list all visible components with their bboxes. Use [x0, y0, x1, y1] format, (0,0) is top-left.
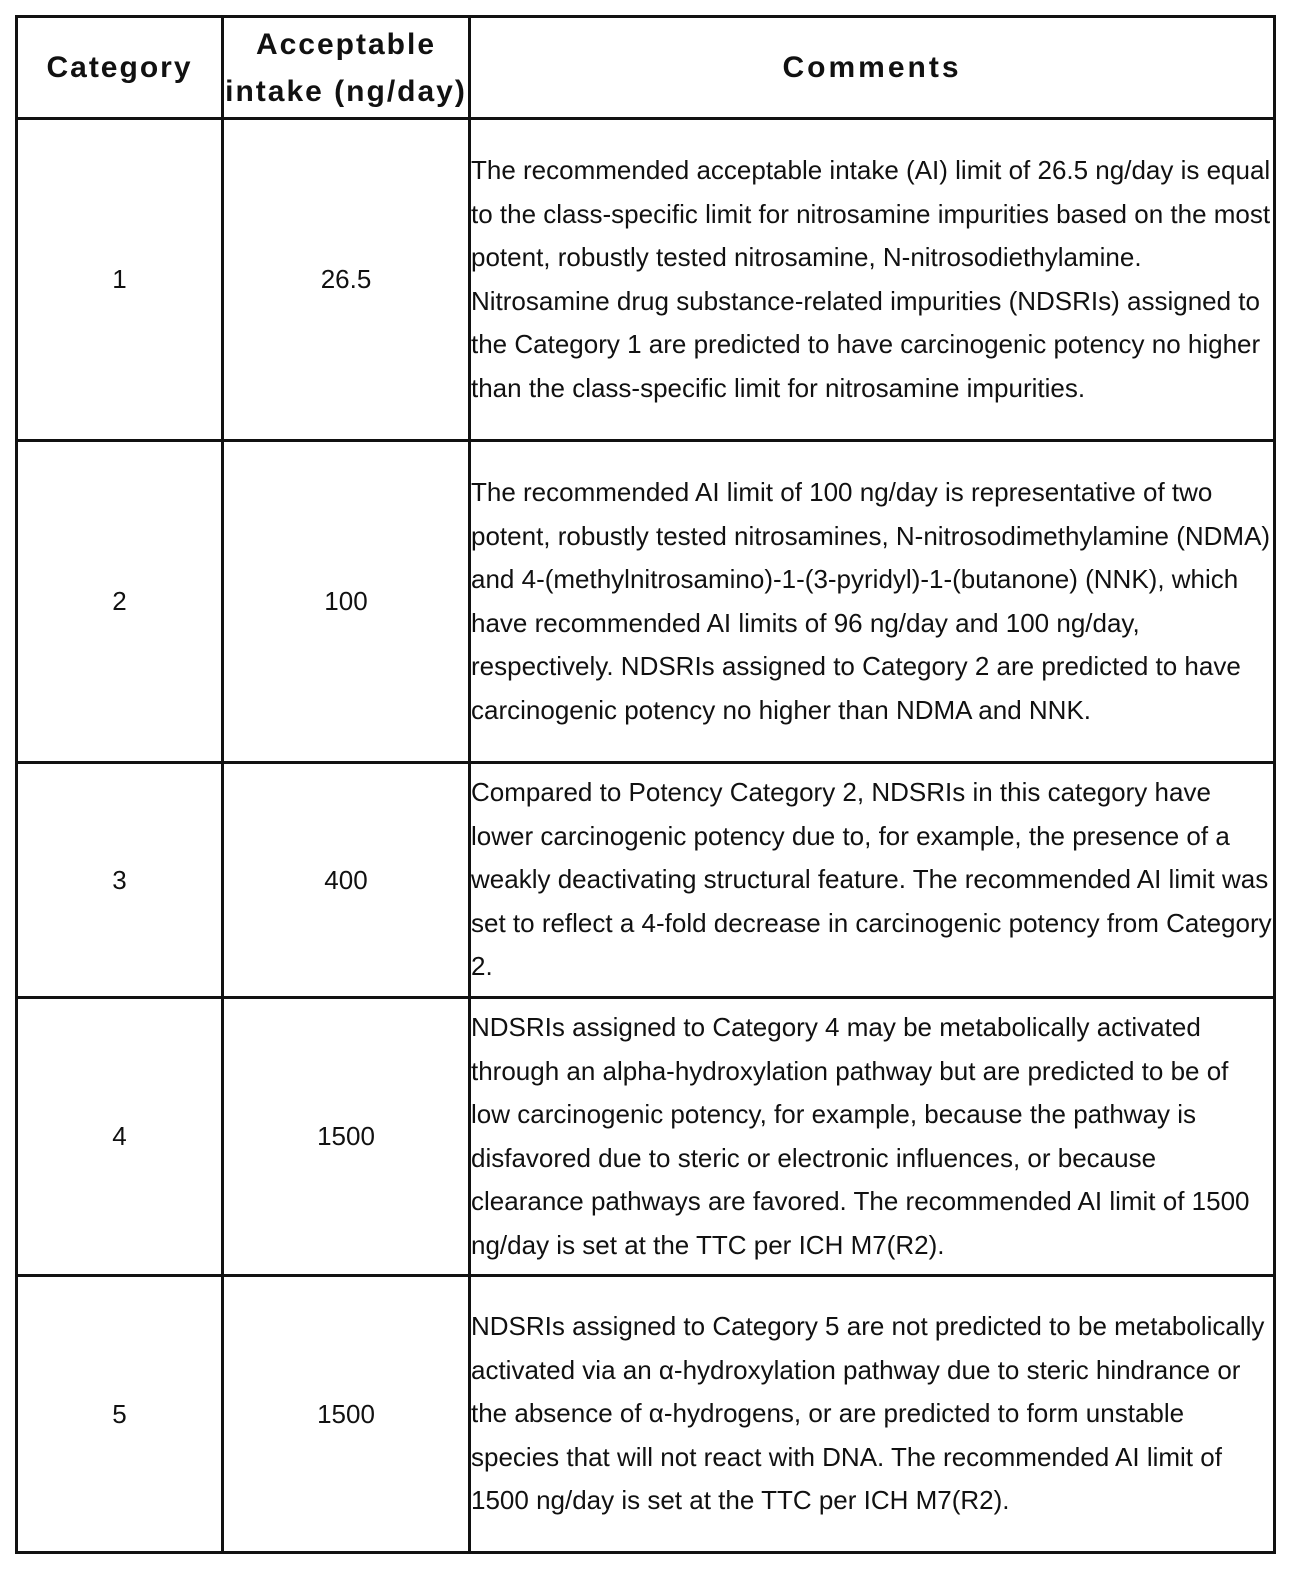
intake-cell: 100	[223, 441, 470, 763]
category-cell: 5	[17, 1276, 223, 1553]
header-comments: Comments	[470, 17, 1275, 119]
comment-cell: The recommended AI limit of 100 ng/day is representative of two potent, robustly tested nitrosamines, N-nitrosodimethylamine (NDMA) and 4-(methylnitrosamino)-1-(3-pyridyl)-1-(butanone) (NNK), which have recommended AI limits of 96 ng/day and 100 ng/day, respectively. NDSRIs assigned to Category 2 are predicted to have carcinogenic potency no higher than NDMA and NNK.	[470, 441, 1275, 763]
header-acceptable-intake: Acceptable intake (ng/day)	[223, 17, 470, 119]
header-category: Category	[17, 17, 223, 119]
intake-cell: 1500	[223, 1276, 470, 1553]
table-row	[17, 1276, 1275, 1553]
table-row	[17, 998, 1275, 1276]
intake-cell: 1500	[223, 998, 470, 1276]
category-cell: 2	[17, 441, 223, 763]
comment-cell: Compared to Potency Category 2, NDSRIs in this category have lower carcinogenic potency due to, for example, the presence of a weakly deactivating structural feature. The recommended AI limit was set to reflect a 4-fold decrease in carcinogenic potency from Category 2.	[470, 763, 1275, 998]
category-cell: 3	[17, 763, 223, 998]
comment-cell: NDSRIs assigned to Category 4 may be metabolically activated through an alpha-hydroxylation pathway but are predicted to be of low carcinogenic potency, for example, because the pathway is disfavored due to steric or electronic influences, or because clearance pathways are favored. The recommended AI limit of 1500 ng/day is set at the TTC per ICH M7(R2).	[470, 998, 1275, 1276]
table-row	[17, 763, 1275, 998]
table-header	[17, 17, 1275, 119]
header-row	[17, 17, 1275, 119]
table-row	[17, 119, 1275, 441]
intake-cell: 400	[223, 763, 470, 998]
intake-cell: 26.5	[223, 119, 470, 441]
table-body	[17, 119, 1275, 1553]
category-cell: 4	[17, 998, 223, 1276]
comment-cell: NDSRIs assigned to Category 5 are not predicted to be metabolically activated via an α-hydroxylation pathway due to steric hindrance or the absence of α-hydrogens, or are predicted to form unstable species that will not react with DNA. The recommended AI limit of 1500 ng/day is set at the TTC per ICH M7(R2).	[470, 1276, 1275, 1553]
potency-category-table	[15, 15, 1276, 1554]
comment-cell: The recommended acceptable intake (AI) limit of 26.5 ng/day is equal to the class-specific limit for nitrosamine impurities based on the most potent, robustly tested nitrosamine, N-nitrosodiethylamine. Nitrosamine drug substance-related impurities (NDSRIs) assigned to the Category 1 are predicted to have carcinogenic potency no higher than the class-specific limit for nitrosamine impurities.	[470, 119, 1275, 441]
category-cell: 1	[17, 119, 223, 441]
table-row	[17, 441, 1275, 763]
